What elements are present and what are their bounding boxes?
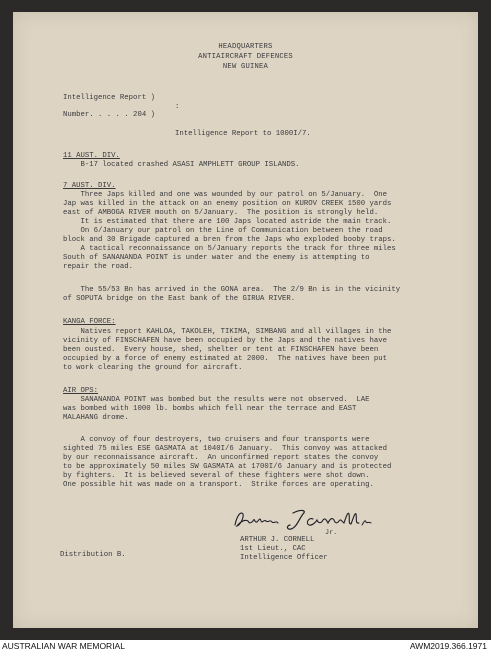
signature-suffix: Jr.	[325, 529, 338, 537]
section-body-line: The 55/53 Bn has arrived in the GONA area. The 2/9 Bn is in the vicinity	[63, 286, 401, 294]
section-body-line: A tactical reconnaissance on 5/January reports the track for three miles	[63, 245, 396, 253]
header-line-3: NEW GUINEA	[222, 63, 269, 71]
section-body-line: vicinity of FINSCHAFEN have been occupied by the Japs and the natives have	[63, 337, 388, 345]
section-body-line: block and 30 Brigade captured a bren from the Japs who exploded booby traps.	[63, 236, 396, 244]
header-line-2: ANTIAIRCRAFT DEFENCES	[198, 53, 293, 61]
section-body-line: Jap was killed in the attack on an enemy position on KUROV CREEK 1500 yards	[63, 200, 392, 208]
section-body-line: B-17 located crashed ASASI AMPHLETT GROUP ISLANDS.	[63, 161, 300, 169]
archive-footer	[0, 640, 491, 653]
section-body-line: occupied by a force of enemy estimated at 2000. The natives have been put	[63, 355, 388, 363]
section-body-line: South of SANANANDA POINT is under water and the enemy is attempting to	[63, 254, 370, 262]
section-body-line: repair the road.	[63, 263, 134, 271]
signatory-title: Intelligence Officer	[240, 554, 328, 562]
section-body-line: east of AMBOGA RIVER mouth on 5/January. The position is strongly held.	[63, 209, 379, 217]
archive-name: AUSTRALIAN WAR MEMORIAL	[2, 641, 125, 651]
section-body-line: On 6/January our patrol on the Line of Communication between the road	[63, 227, 383, 235]
section-body-line: to work clearing the ground for aircraft.	[63, 364, 243, 372]
section-body-line: One possible hit was made on a transport. Strike forces are operating.	[63, 481, 374, 489]
section-heading-air-ops: AIR OPS:	[63, 387, 99, 395]
section-heading-7-aust-div: 7 AUST. DIV.	[63, 182, 116, 190]
report-number: Number. . . . . 204 )	[63, 111, 155, 119]
section-body-line: SANANANDA POINT was bombed but the results were not observed. LAE	[63, 396, 370, 404]
report-ref-label: Intelligence Report )	[63, 94, 155, 102]
distribution-line: Distribution B.	[60, 551, 126, 559]
report-title: Intelligence Report to 1000I/7.	[175, 130, 311, 138]
report-ref-colon: :	[175, 103, 180, 111]
document-page	[13, 12, 478, 628]
section-body-line: to be approximately 50 miles SW GASMATA at 1700I/6 January and is protected	[63, 463, 392, 471]
section-body-line: It is estimated that there are 100 Japs located astride the main track.	[63, 218, 392, 226]
signatory-name: ARTHUR J. CORNELL	[240, 536, 315, 544]
archive-accession-number: AWM2019.366.1971	[409, 641, 487, 651]
handwritten-signature	[231, 505, 381, 535]
header-line-1: HEADQUARTERS	[218, 43, 273, 51]
section-body-line: was bombed with 1000 lb. bombs which fell near the terrace and EAST	[63, 405, 357, 413]
section-body-line: by fighters. It is believed several of these fighters were shot down.	[63, 472, 370, 480]
section-body-line: of SOPUTA bridge on the East bank of the GIRUA RIVER.	[63, 295, 296, 303]
section-body-line: been ousted. Every house, shed, shelter or tent at FINSCHAFEN have been	[63, 346, 379, 354]
section-body-line: by our reconnaissance aircraft. An unconfirmed report states the convoy	[63, 454, 379, 462]
section-body-line: A convoy of four destroyers, two cruisers and four transports were	[63, 436, 370, 444]
signatory-rank: 1st Lieut., CAC	[240, 545, 306, 553]
section-body-line: Natives report KAHLOA, TAKOLEH, TIKIMA, SIMBANG and all villages in the	[63, 328, 392, 336]
section-heading-kanga-force: KANGA FORCE:	[63, 318, 116, 326]
section-body-line: Three Japs killed and one was wounded by our patrol on 5/January. One	[63, 191, 388, 199]
section-body-line: MALAHANG drome.	[63, 414, 129, 422]
section-heading-11-aust-div: 11 AUST. DIV.	[63, 152, 120, 160]
section-body-line: sighted 75 miles ESE GASMATA at 1040I/6 January. This convoy was attacked	[63, 445, 388, 453]
